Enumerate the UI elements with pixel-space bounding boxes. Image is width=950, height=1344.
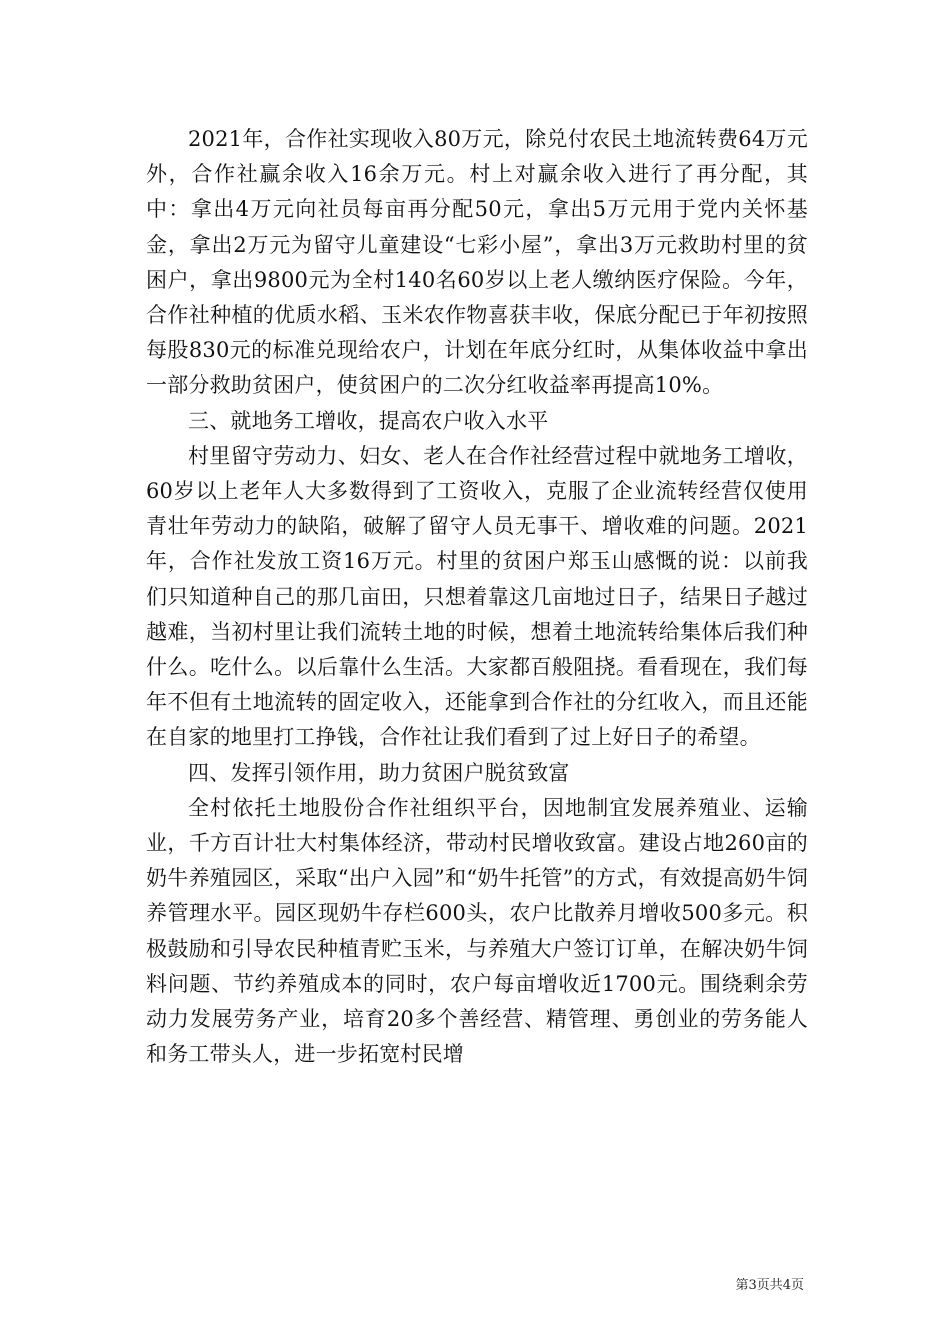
section-heading-three: 三、就地务工增收，提高农户收入水平 [188,408,549,433]
paragraph-poverty-relief: 全村依托土地股份合作社组织平台，因地制宜发展养殖业、运输业，千方百计壮大村集体经济，带动村民增收致富。建设占地260亩的奶牛养殖园区，采取“出户入园”和“奶牛托管”的方式，有效提高奶牛饲养管理水平。园区现奶牛存栏600头，农户比散养月增收500多元。积极鼓励和引导农民种植青贮玉米，与养殖大户签订订单，在解决奶牛饲料问题、节约养殖成本的同时，农户每亩增收近1700元。围绕剩余劳动力发展劳务产业，培育20多个善经营、精管理、勇创业的劳务能人和务工带头人，进一步拓宽村民增 [146,795,808,1067]
paragraph-local-employment: 村里留守劳动力、妇女、老人在合作社经营过程中就地务工增收，60岁以上老年人大多数得到了工资收入，克服了企业流转经营仅使用青壮年劳动力的缺陷，破解了留守人员无事干、增收难的问题。2021年，合作社发放工资16万元。村里的贫困户郑玉山感慨的说：以前我们只知道种自己的那几亩田，只想着靠这几亩地过日子，结果日子越过越难，当初村里让我们流转土地的时候，想着土地流转给集体后我们种什么。吃什么。以后靠什么生活。大家都百般阻挠。看看现在，我们每年不但有土地流转的固定收入，还能拿到合作社的分红收入，而且还能在自家的地里打工挣钱，合作社让我们看到了过上好日子的希望。 [146,443,808,750]
section-heading-four: 四、发挥引领作用，助力贫困户脱贫致富 [188,760,570,785]
paragraph-income-distribution: 2021年，合作社实现收入80万元，除兑付农民土地流转费64万元外，合作社赢余收入16余万元。村上对赢余收入进行了再分配，其中：拿出4万元向社员每亩再分配50元，拿出5万元用于党内关怀基金，拿出2万元为留守儿童建设“七彩小屋”，拿出3万元救助村里的贫困户，拿出9800元为全村140名60岁以上老人缴纳医疗保险。今年，合作社种植的优质水稻、玉米农作物喜获丰收，保底分配已于年初按照每股830元的标准兑现给农户，计划在年底分红时，从集体收益中拿出一部分救助贫困户，使贫困户的二次分红收益率再提高10%。 [146,127,808,398]
document-body [146,122,808,1072]
page-number: 第3页共4页 [735,1278,804,1293]
